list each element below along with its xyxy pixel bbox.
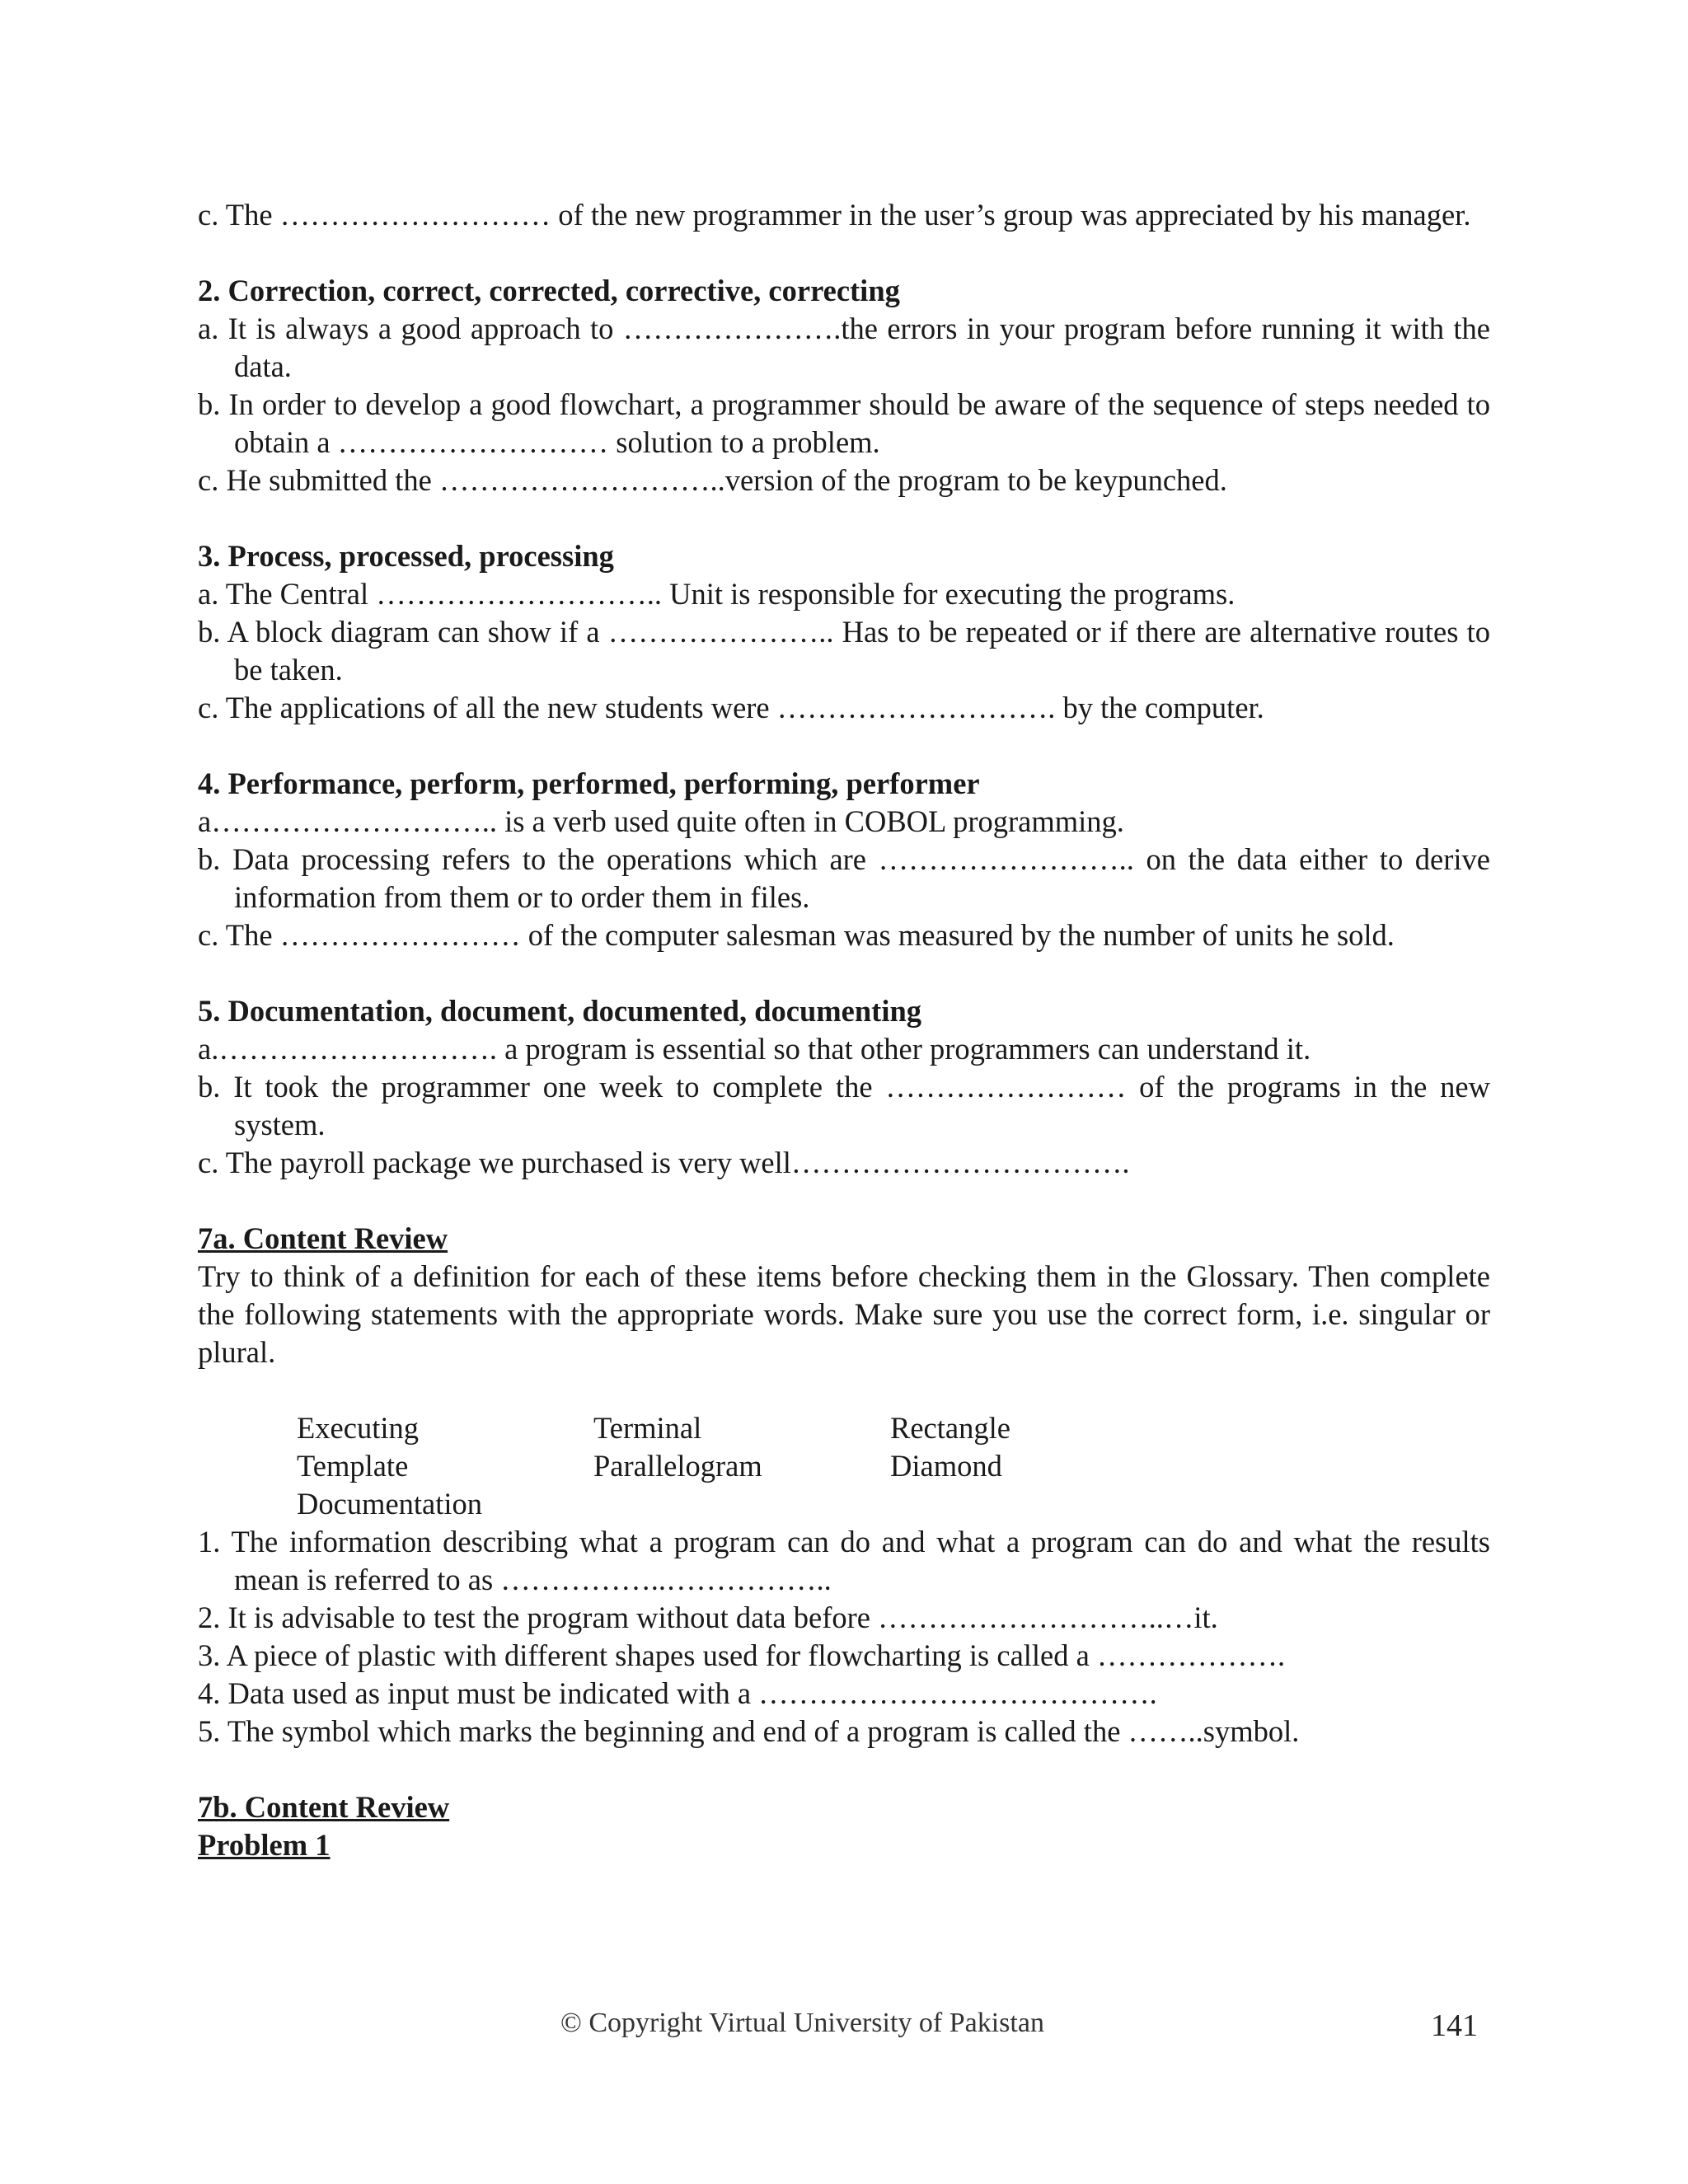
question-item: 2. It is advisable to test the program without data before ………………………..…it. [198, 1601, 1218, 1634]
exercise-item: c. The payroll package we purchased is very well……………………………. [198, 1146, 1130, 1179]
spacer [198, 727, 1490, 765]
spacer [198, 1371, 1490, 1409]
question-item: 4. Data used as input must be indicated with a …………………………………. [198, 1676, 1157, 1710]
question-item: 5. The symbol which marks the beginning and end of a program is called the ……..symbol. [198, 1714, 1300, 1748]
word-bank-item: Diamond [890, 1449, 1002, 1483]
word-bank-item: Terminal [593, 1411, 702, 1445]
word-bank-item: Executing [297, 1411, 419, 1445]
section-heading: 2. Correction, correct, corrected, corrective, correcting [198, 274, 900, 307]
spacer [198, 234, 1490, 272]
exercise-item: a……………………….. is a verb used quite often in COBOL programming. [198, 804, 1124, 838]
exercise-item: c. The …………………… of the computer salesman was measured by the number of units he sold. [198, 918, 1395, 952]
content-review-heading: 7a. Content Review [198, 1221, 448, 1255]
spacer [198, 1750, 1490, 1788]
copyright-notice: © Copyright Virtual University of Pakistan [560, 2008, 1044, 2038]
exercise-item: a. The Central ……………………….. Unit is responsible for executing the programs. [198, 577, 1236, 611]
spacer [198, 499, 1490, 537]
problem-heading: Problem 1 [198, 1828, 331, 1862]
word-bank-item: Documentation [297, 1487, 483, 1521]
instructions-paragraph: Try to think of a definition for each of these items before checking them in the Glossary. Then complete the following statements with the appropriate words. Make sure you use the correct form, i.e. singular or plural. [198, 1259, 1490, 1369]
question-item: 3. A piece of plastic with different shapes used for flowcharting is called a ………………. [198, 1638, 1286, 1672]
word-bank [198, 1409, 1490, 1523]
spacer [198, 1182, 1490, 1220]
exercise-item: b. A block diagram can show if a ………………….. Has to be repeated or if there are alternative routes to be taken. [198, 615, 1490, 687]
exercise-item: c. The applications of all the new students were ………………………. by the computer. [198, 691, 1264, 724]
exercise-item: b. It took the programmer one week to complete the …………………… of the programs in the new system. [198, 1070, 1490, 1141]
section-heading: 3. Process, processed, processing [198, 539, 614, 573]
exercise-item: a.………………………. a program is essential so that other programmers can understand it. [198, 1032, 1311, 1066]
exercise-item: c. The ……………………… of the new programmer in the user’s group was appreciated by his manager. [198, 198, 1471, 232]
exercise-item: a. It is always a good approach to ………………….the errors in your program before running it with the data. [198, 312, 1490, 383]
page-footer [0, 2008, 1688, 2049]
word-bank-item: Parallelogram [593, 1449, 762, 1483]
exercise-item: b. In order to develop a good flowchart, a programmer should be aware of the sequence of steps needed to obtain a ……………………… solution to a problem. [198, 387, 1490, 459]
section-heading: 4. Performance, perform, performed, performing, performer [198, 766, 980, 800]
page-number: 141 [1431, 2008, 1478, 2043]
spacer [198, 954, 1490, 992]
word-bank-item: Rectangle [890, 1411, 1010, 1445]
exercise-item: b. Data processing refers to the operations which are …………………….. on the data either to derive information from them or to order them in files. [198, 842, 1490, 914]
page-body [198, 196, 1490, 1864]
content-review-heading: 7b. Content Review [198, 1790, 450, 1824]
word-bank-item: Template [297, 1449, 409, 1483]
exercise-item: c. He submitted the ………………………..version of the program to be keypunched. [198, 463, 1227, 497]
section-heading: 5. Documentation, document, documented, documenting [198, 994, 922, 1028]
question-item: 1. The information describing what a program can do and what a program can do and what the results mean is referred to as ……………..…………….. [198, 1525, 1490, 1596]
